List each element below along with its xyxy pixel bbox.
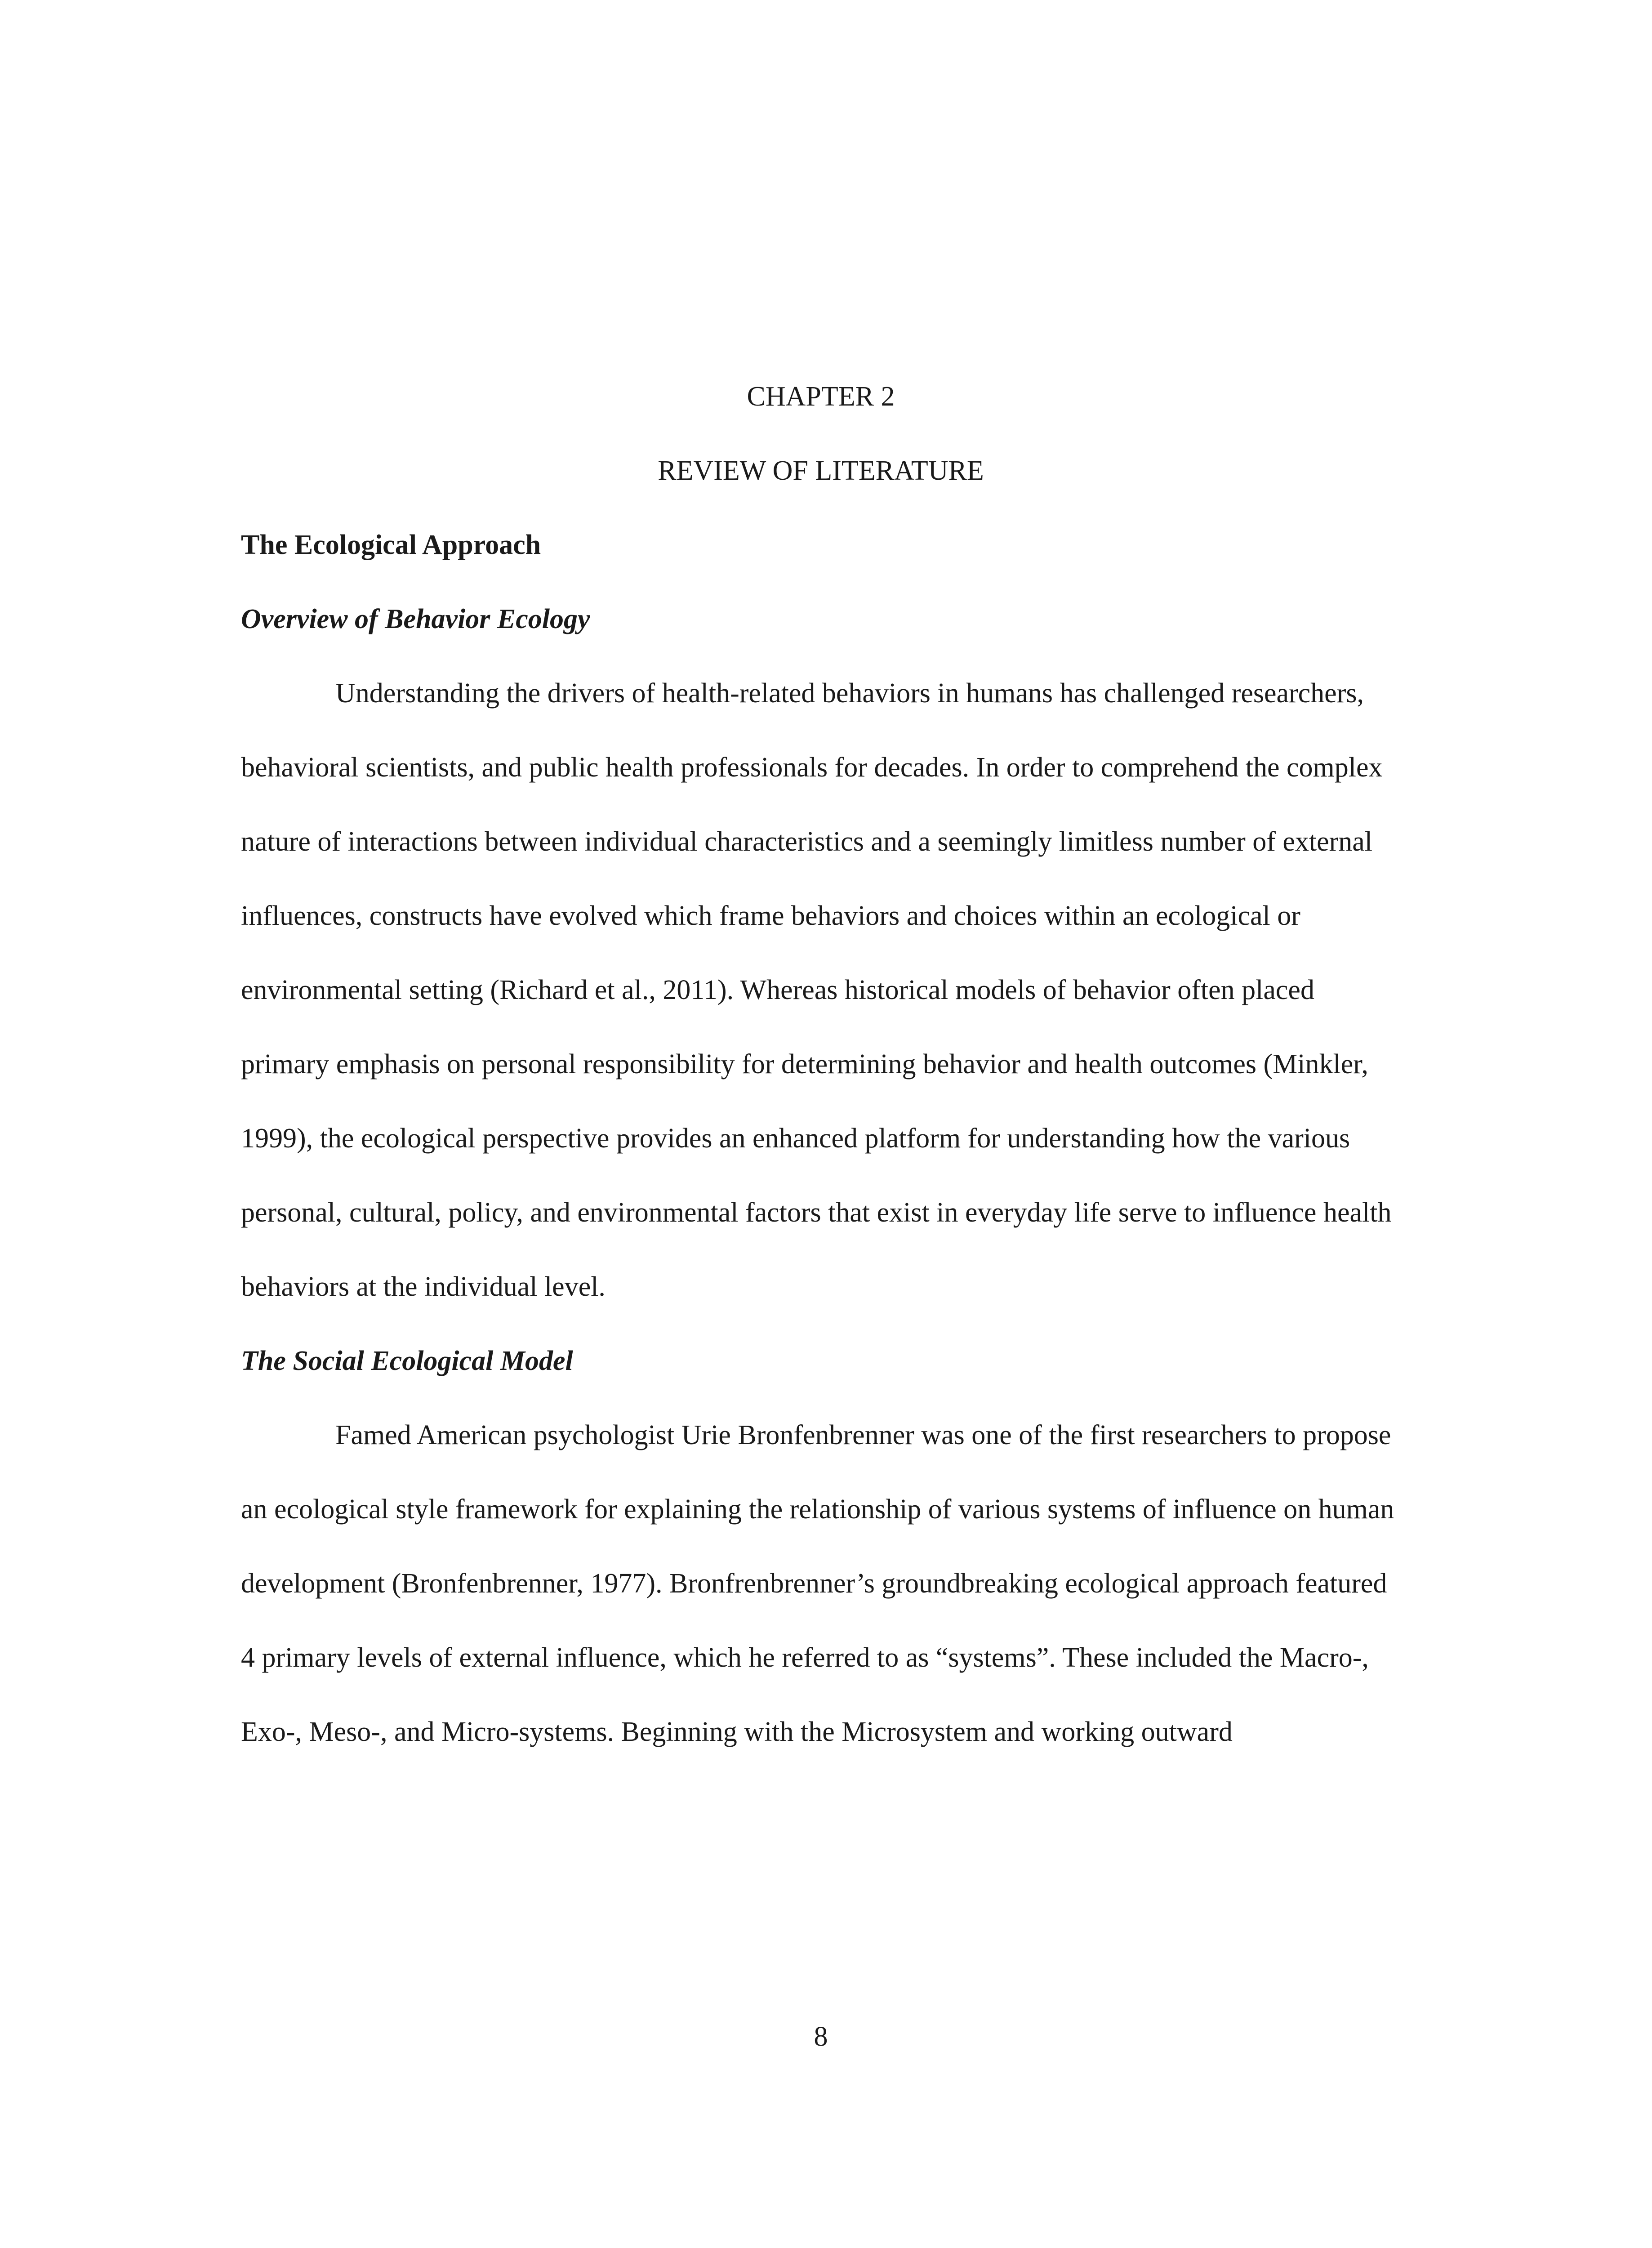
page-number: 8 (814, 2021, 828, 2052)
chapter-label: CHAPTER 2 (747, 381, 895, 412)
subsection-heading-social-ecological-model: The Social Ecological Model (241, 1346, 573, 1376)
text-block (241, 360, 1401, 1769)
section-heading: The Ecological Approach (241, 530, 541, 560)
subsection-heading-overview: Overview of Behavior Ecology (241, 604, 590, 634)
paragraph-social-ecological-model: Famed American psychologist Urie Bronfenbrenner was one of the first researchers to propose an ecological style framework for explaining the relationship of various systems of influence on human development (Bronfenbrenner, 1977). Bronfrenbrenner’s groundbreaking ecological approach featured 4 primary levels of external influence, which he referred to as “systems”. These included the Macro-, Exo-, Meso-, and Micro-systems. Beginning with the Microsystem and working outward (241, 1420, 1394, 1747)
paragraph-overview: Understanding the drivers of health-related behaviors in humans has challenged researchers, behavioral scientists, and public health professionals for decades. In order to comprehend the complex nature of interactions between individual characteristics and a seemingly limitless number of external influences, constructs have evolved which frame behaviors and choices within an ecological or environmental setting (Richard et al., 2011). Whereas historical models of behavior often placed primary emphasis on personal responsibility for determining behavior and health outcomes (Minkler, 1999), the ecological perspective provides an enhanced platform for understanding how the various personal, cultural, policy, and environmental factors that exist in everyday life serve to influence health behaviors at the individual level. (241, 678, 1392, 1302)
chapter-title: REVIEW OF LITERATURE (658, 455, 984, 486)
